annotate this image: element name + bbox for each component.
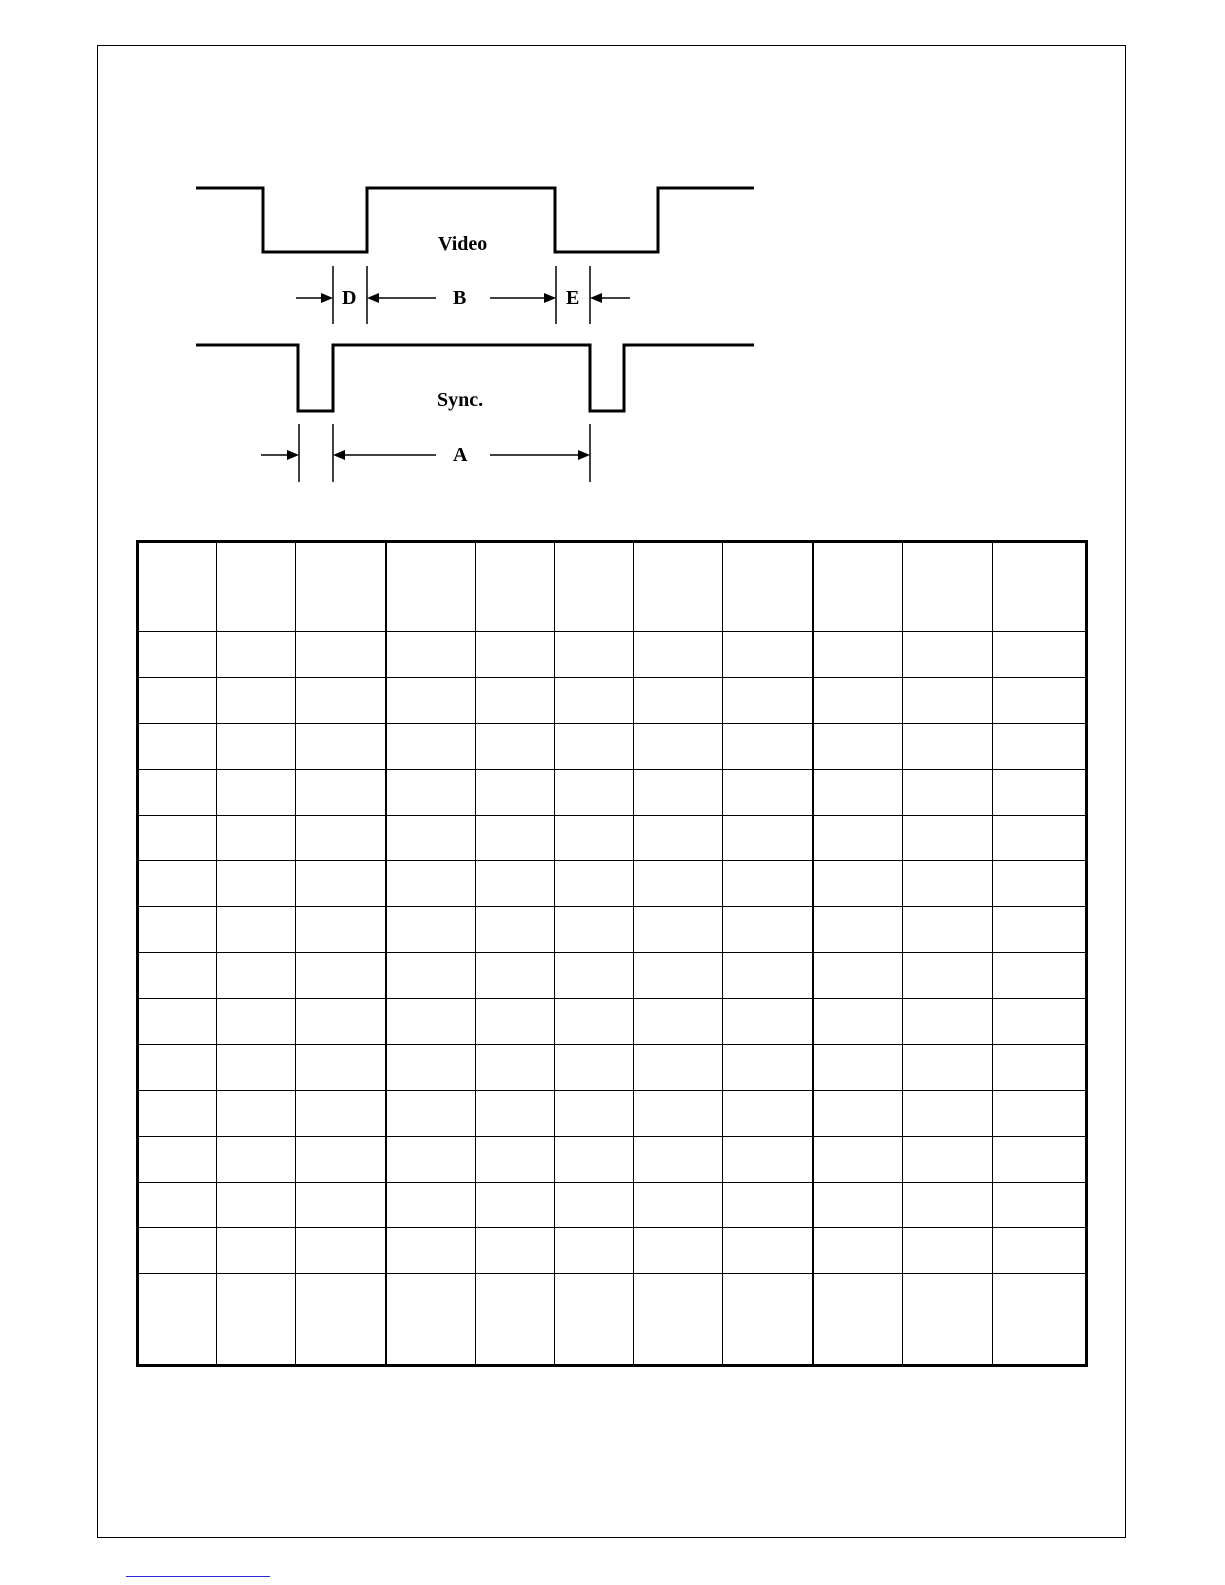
table-cell (993, 953, 1087, 999)
table-row (138, 953, 1087, 999)
table-cell (903, 1182, 993, 1228)
table-cell (993, 1136, 1087, 1182)
arrow-e-head (590, 293, 602, 303)
table-cell (903, 769, 993, 815)
table-cell (813, 1182, 903, 1228)
table-cell (993, 723, 1087, 769)
table-cell (813, 999, 903, 1045)
table-cell (217, 999, 296, 1045)
label-a: A (453, 444, 468, 466)
arrow-d-head (321, 293, 333, 303)
table-cell (386, 999, 476, 1045)
label-e: E (566, 287, 580, 309)
table-header-cell (634, 542, 723, 632)
table-cell (296, 1182, 386, 1228)
table-cell (296, 999, 386, 1045)
table-cell (138, 677, 217, 723)
table-cell (296, 861, 386, 907)
table-cell (903, 815, 993, 861)
table-cell (217, 1182, 296, 1228)
table-cell (993, 769, 1087, 815)
video-label: Video (438, 233, 488, 255)
table-row (138, 632, 1087, 678)
table-cell (138, 723, 217, 769)
table-cell (386, 1274, 476, 1366)
table-cell (296, 677, 386, 723)
table-cell (217, 723, 296, 769)
table-cell (813, 1044, 903, 1090)
footer-link-underline (126, 1576, 270, 1577)
table-cell (386, 723, 476, 769)
table-cell (476, 723, 555, 769)
table-cell (138, 769, 217, 815)
table-cell (634, 1182, 723, 1228)
table-cell (217, 815, 296, 861)
table-header-cell (296, 542, 386, 632)
table-cell (555, 723, 634, 769)
table-cell (386, 907, 476, 953)
table-cell (476, 815, 555, 861)
table-cell (634, 1274, 723, 1366)
table-cell (217, 1090, 296, 1136)
table-cell (634, 815, 723, 861)
table-cell (138, 815, 217, 861)
table-cell (296, 1044, 386, 1090)
table-cell (138, 1182, 217, 1228)
table-cell (217, 1228, 296, 1274)
table-cell (138, 632, 217, 678)
table-cell (634, 999, 723, 1045)
arrow-b-right-head (544, 293, 556, 303)
table-cell (634, 677, 723, 723)
table-cell (476, 1228, 555, 1274)
table-cell (217, 632, 296, 678)
sync-label: Sync. (437, 389, 484, 411)
table-header-cell (813, 542, 903, 632)
arrow-b-left-head (367, 293, 379, 303)
table-cell (723, 1228, 813, 1274)
table-cell (386, 953, 476, 999)
table-row (138, 907, 1087, 953)
table-cell (386, 769, 476, 815)
table-cell (723, 632, 813, 678)
table-cell (217, 861, 296, 907)
table-cell (903, 1044, 993, 1090)
table-cell (723, 1274, 813, 1366)
table-cell (138, 1136, 217, 1182)
table-cell (386, 677, 476, 723)
table-cell (217, 907, 296, 953)
table-cell (903, 1228, 993, 1274)
table-cell (723, 677, 813, 723)
table-cell (634, 907, 723, 953)
table-cell (903, 723, 993, 769)
table-row (138, 677, 1087, 723)
table-cell (634, 769, 723, 815)
table-cell (386, 1136, 476, 1182)
table-row (138, 1228, 1087, 1274)
table-cell (634, 723, 723, 769)
table-cell (296, 632, 386, 678)
table-cell (476, 1274, 555, 1366)
table-cell (476, 677, 555, 723)
table-cell (296, 1228, 386, 1274)
table-cell (138, 907, 217, 953)
table-cell (386, 1090, 476, 1136)
table-cell (813, 1228, 903, 1274)
table-cell (555, 769, 634, 815)
table-cell (476, 953, 555, 999)
table-cell (138, 1228, 217, 1274)
label-d: D (342, 287, 357, 309)
table-cell (138, 1090, 217, 1136)
table-cell (634, 632, 723, 678)
table-cell (903, 999, 993, 1045)
table-cell (555, 1136, 634, 1182)
table-cell (903, 1136, 993, 1182)
table-cell (555, 1044, 634, 1090)
table-row (138, 1274, 1087, 1366)
table-cell (296, 1136, 386, 1182)
table-cell (476, 1044, 555, 1090)
table-cell (903, 907, 993, 953)
table-cell (296, 815, 386, 861)
table-row (138, 1136, 1087, 1182)
timing-table (136, 540, 1088, 1367)
table-cell (813, 723, 903, 769)
table-cell (555, 1182, 634, 1228)
table-cell (476, 1090, 555, 1136)
table-cell (476, 907, 555, 953)
table-cell (476, 632, 555, 678)
table-cell (555, 1090, 634, 1136)
table-cell (217, 677, 296, 723)
table-cell (903, 632, 993, 678)
table-cell (813, 632, 903, 678)
label-b: B (453, 287, 467, 309)
table-cell (138, 1044, 217, 1090)
table-cell (217, 953, 296, 999)
table-cell (723, 769, 813, 815)
table-header-cell (993, 542, 1087, 632)
table-cell (993, 1182, 1087, 1228)
table-cell (903, 861, 993, 907)
table-cell (813, 907, 903, 953)
table-row (138, 769, 1087, 815)
table-cell (555, 953, 634, 999)
table-cell (723, 815, 813, 861)
table-cell (993, 1090, 1087, 1136)
table-cell (296, 723, 386, 769)
table-cell (723, 953, 813, 999)
table-cell (993, 1228, 1087, 1274)
table-cell (386, 1182, 476, 1228)
table-cell (217, 1274, 296, 1366)
table-header-cell (555, 542, 634, 632)
table-cell (813, 1274, 903, 1366)
table-cell (903, 953, 993, 999)
table-cell (296, 769, 386, 815)
table-cell (723, 907, 813, 953)
table-cell (993, 861, 1087, 907)
table-header-cell (476, 542, 555, 632)
arrow-a-left-head (333, 450, 345, 460)
table-cell (813, 769, 903, 815)
table-cell (296, 1274, 386, 1366)
table-cell (634, 1228, 723, 1274)
table-cell (723, 1044, 813, 1090)
table-cell (723, 1182, 813, 1228)
table-cell (476, 769, 555, 815)
table-cell (993, 1044, 1087, 1090)
table-row (138, 1044, 1087, 1090)
table-cell (138, 999, 217, 1045)
table-cell (555, 1228, 634, 1274)
table-cell (634, 861, 723, 907)
table-cell (813, 677, 903, 723)
table-cell (138, 1274, 217, 1366)
table-cell (993, 632, 1087, 678)
table-header-cell (723, 542, 813, 632)
table-row (138, 723, 1087, 769)
table-cell (296, 907, 386, 953)
table-row (138, 861, 1087, 907)
table-row (138, 999, 1087, 1045)
table-cell (296, 953, 386, 999)
table-cell (903, 677, 993, 723)
table-cell (476, 999, 555, 1045)
table-header-cell (386, 542, 476, 632)
table-cell (993, 677, 1087, 723)
table-cell (634, 953, 723, 999)
table-cell (555, 1274, 634, 1366)
table-cell (386, 1228, 476, 1274)
table-cell (634, 1090, 723, 1136)
table-header-row (138, 542, 1087, 632)
table-cell (993, 1274, 1087, 1366)
table-row (138, 1182, 1087, 1228)
table-cell (723, 1090, 813, 1136)
table-cell (476, 861, 555, 907)
table-cell (993, 907, 1087, 953)
table-cell (138, 953, 217, 999)
table-cell (217, 1044, 296, 1090)
table-cell (217, 1136, 296, 1182)
table-cell (296, 1090, 386, 1136)
table-cell (634, 1044, 723, 1090)
table-cell (634, 1136, 723, 1182)
table-header-cell (903, 542, 993, 632)
arrow-a-right-head (578, 450, 590, 460)
table-row (138, 815, 1087, 861)
table-header-cell (138, 542, 217, 632)
table-cell (903, 1090, 993, 1136)
table-cell (813, 861, 903, 907)
table-cell (723, 999, 813, 1045)
table-cell (555, 677, 634, 723)
table-cell (813, 1090, 903, 1136)
table-cell (723, 861, 813, 907)
table-cell (813, 953, 903, 999)
table-header-cell (217, 542, 296, 632)
table-cell (723, 1136, 813, 1182)
table-cell (555, 907, 634, 953)
table-cell (555, 632, 634, 678)
table-cell (386, 861, 476, 907)
table-cell (386, 815, 476, 861)
table-cell (993, 815, 1087, 861)
table-cell (993, 999, 1087, 1045)
table-cell (476, 1182, 555, 1228)
table-cell (386, 1044, 476, 1090)
table-cell (138, 861, 217, 907)
table-cell (476, 1136, 555, 1182)
table-row (138, 1090, 1087, 1136)
table-cell (555, 861, 634, 907)
table-cell (386, 632, 476, 678)
table-cell (555, 999, 634, 1045)
table-cell (813, 1136, 903, 1182)
table-cell (903, 1274, 993, 1366)
table-cell (723, 723, 813, 769)
table-cell (555, 815, 634, 861)
arrow-sync-pulse-head (287, 450, 299, 460)
timing-diagram (0, 0, 1225, 520)
table-cell (217, 769, 296, 815)
table-cell (813, 815, 903, 861)
